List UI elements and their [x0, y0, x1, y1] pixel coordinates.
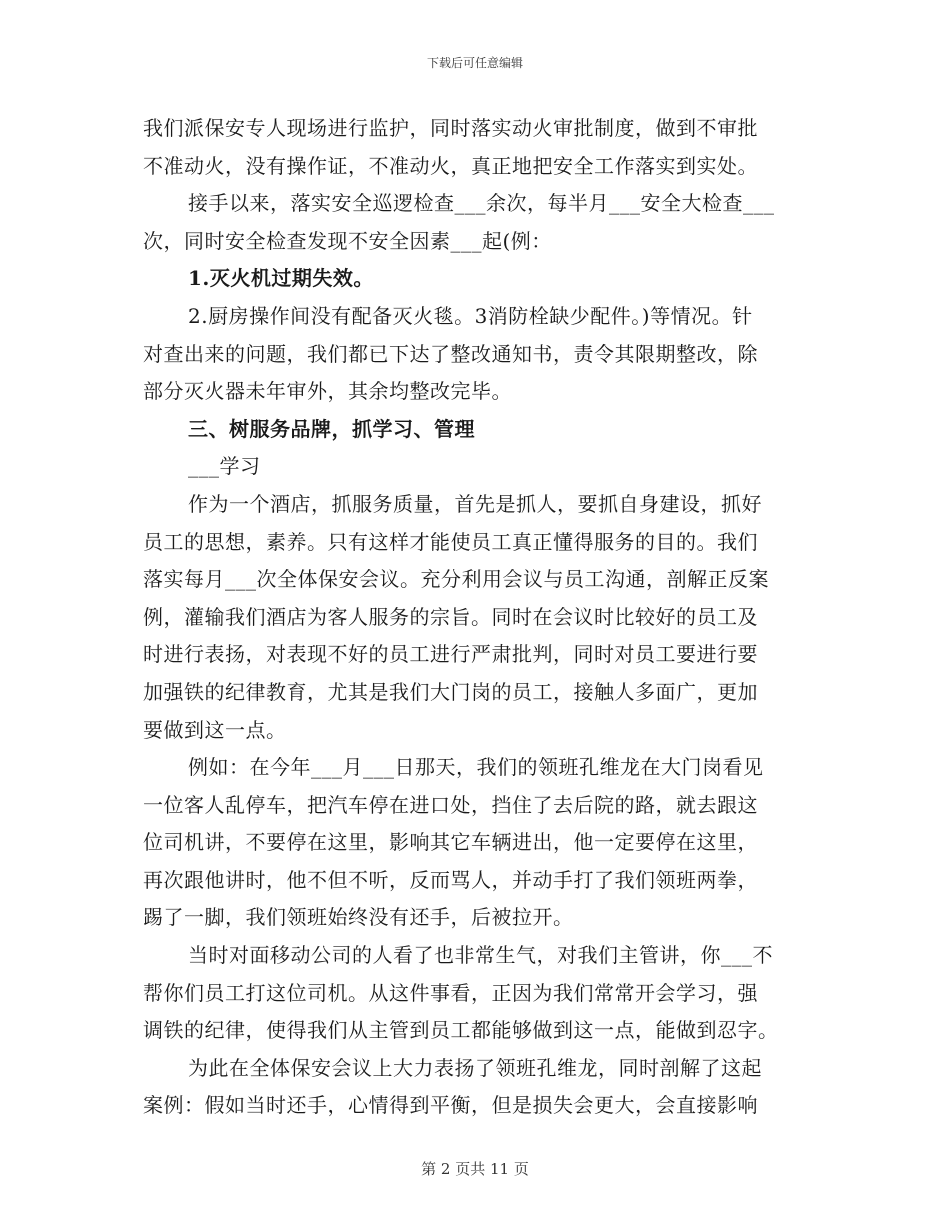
text-line: 对查出来的问题，我们都已下达了整改通知书，责令其限期整改，除 [143, 341, 758, 366]
text-line: 时进行表扬，对表现不好的员工进行严肃批判，同时对员工要进行要 [143, 642, 758, 667]
text-line: 不准动火，没有操作证，不准动火，真正地把安全工作落实到实处。 [143, 153, 758, 178]
section-heading: 三、树服务品牌，抓学习、管理 [188, 416, 475, 441]
list-item-bold: 1.灭火机过期失效。 [188, 266, 374, 291]
text-line: 要做到这一点。 [143, 717, 287, 742]
paragraph-start: 当时对面移动公司的人看了也非常生气，对我们主管讲，你___不 [188, 943, 773, 968]
text-line: 案例：假如当时还手，心情得到平衡，但是损失会更大，会直接影响 [143, 1093, 758, 1118]
subheading: ___学习 [188, 454, 261, 479]
text-line: 员工的思想，素养。只有这样才能使员工真正懂得服务的目的。我们 [143, 529, 758, 554]
page-header: 下载后可任意编辑 [426, 56, 523, 70]
text-line: 一位客人乱停车，把汽车停在进口处，挡住了去后院的路，就去跟这 [143, 792, 758, 817]
text-line: 部分灭火器未年审外，其余均整改完毕。 [143, 379, 512, 404]
paragraph-start: 作为一个酒店，抓服务质量，首先是抓人，要抓自身建设，抓好 [188, 491, 762, 516]
page-number-footer: 第 2 页共 11 页 [421, 1160, 529, 1178]
document-body [143, 110, 810, 1125]
paragraph-start: 为此在全体保安会议上大力表扬了领班孔维龙，同时剖解了这起 [188, 1055, 762, 1080]
paragraph-start: 例如：在今年___月___日那天，我们的领班孔维龙在大门岗看见 [188, 755, 764, 780]
text-line: 调铁的纪律，使得我们从主管到员工都能够做到这一点，能做到忍字。 [143, 1018, 779, 1043]
text-line: 再次跟他讲时，他不但不听，反而骂人，并动手打了我们领班两拳， [143, 867, 758, 892]
paragraph-start: 接手以来，落实安全巡逻检查___余次，每半月___安全大检查___ [188, 191, 775, 216]
text-line: 次，同时安全检查发现不安全因素___起(例： [143, 228, 552, 253]
paragraph-start: 2.厨房操作间没有配备灭火毯。3消防栓缺少配件。)等情况。针 [188, 303, 753, 328]
text-line: 落实每月___次全体保安会议。充分利用会议与员工沟通，剖解正反案 [143, 567, 769, 592]
text-line: 帮你们员工打这位司机。从这件事看，正因为我们常常开会学习，强 [143, 980, 758, 1005]
text-line: 我们派保安专人现场进行监护，同时落实动火审批制度，做到不审批 [143, 116, 758, 140]
text-line: 例，灌输我们酒店为客人服务的宗旨。同时在会议时比较好的员工及 [143, 604, 758, 629]
text-line: 位司机讲，不要停在这里，影响其它车辆进出，他一定要停在这里， [143, 830, 758, 855]
text-line: 加强铁的纪律教育，尤其是我们大门岗的员工，接触人多面广，更加 [143, 679, 758, 704]
text-line: 踢了一脚，我们领班始终没有还手，后被拉开。 [143, 905, 574, 930]
